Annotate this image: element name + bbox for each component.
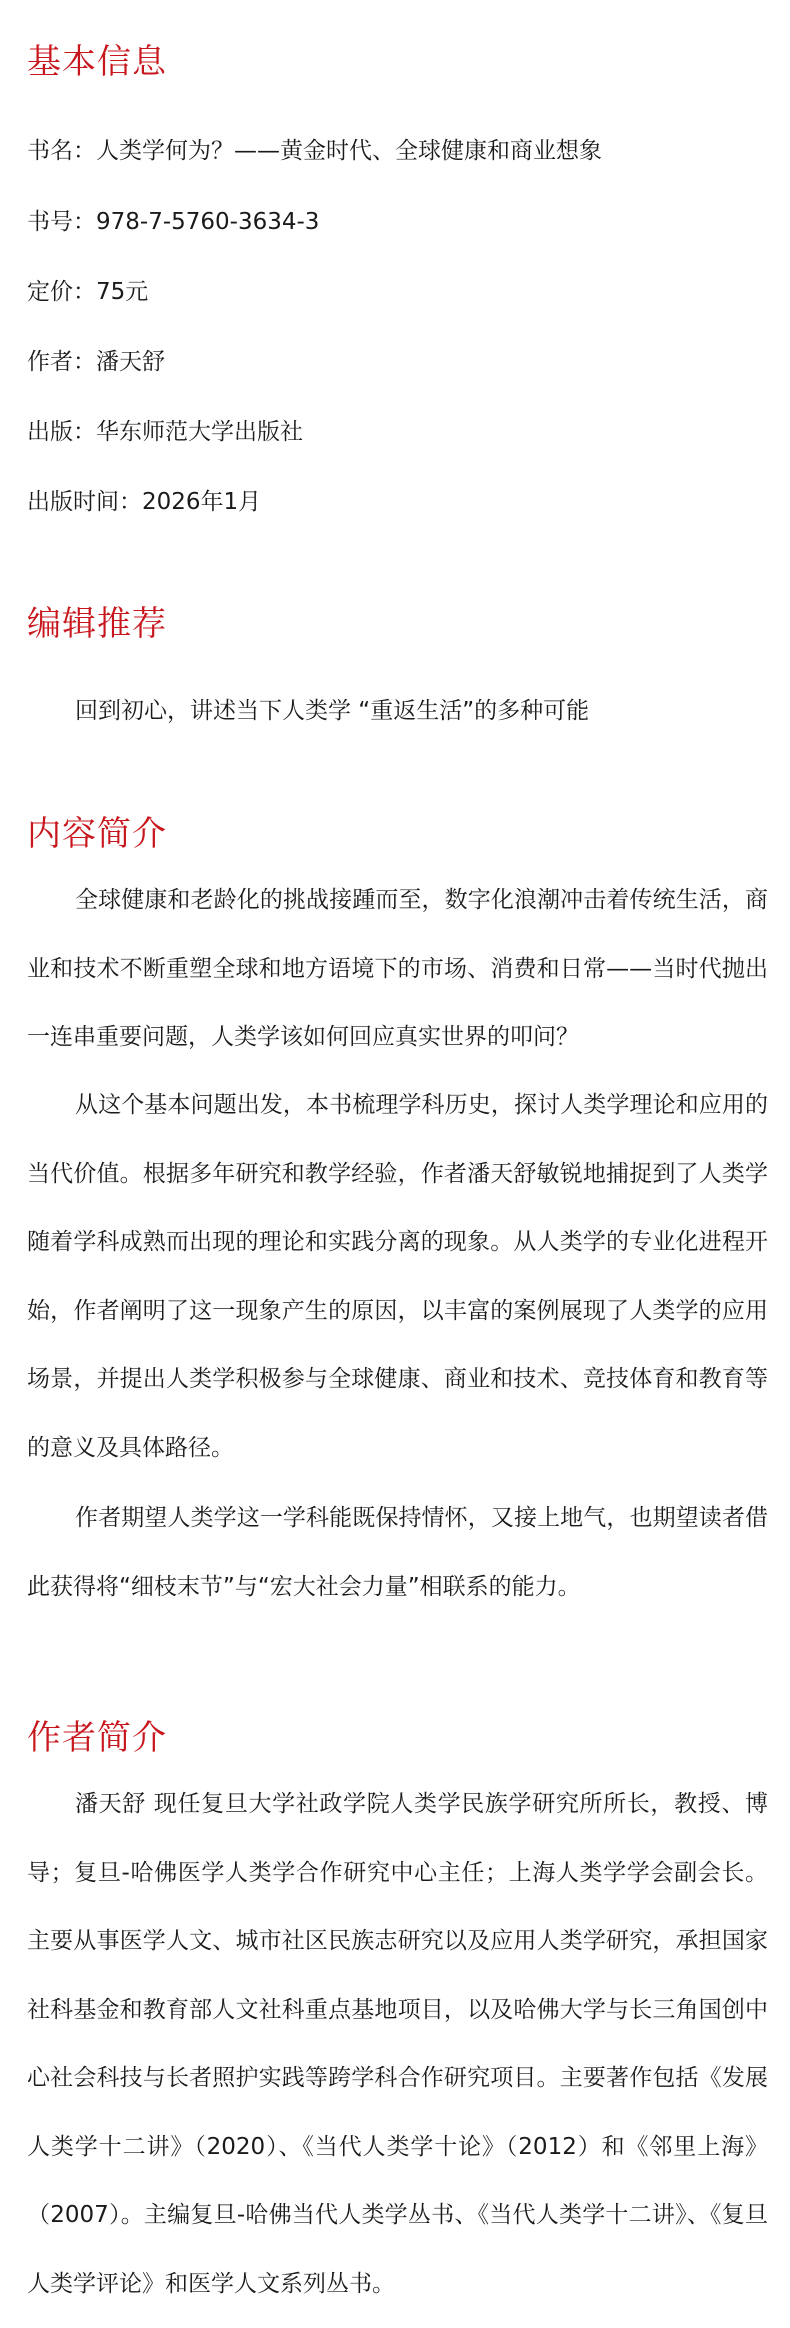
price-line: 定价：75元	[27, 279, 149, 305]
basic-info-heading: 基本信息	[27, 42, 167, 82]
editor-recommendation-heading: 编辑推荐	[27, 604, 167, 644]
summary-paragraph: 作者期望人类学这一学科能既保持情怀，又接上地气，也期望读者借此获得将“细枝末节”与“宏大社会力量”相联系的能力。	[27, 1505, 768, 1600]
publish-date-line: 出版时间：2026年1月	[27, 489, 262, 515]
author-intro-text: 潘天舒 现任复旦大学社政学院人类学民族学研究所所长，教授、博导；复旦-哈佛医学人类学合作研究中心主任；上海人类学学会副会长。主要从事医学人文、城市社区民族志研究以及应用人类学研究，承担国家社科基金和教育部人文社科重点基地项目，以及哈佛大学与长三角国创中心社会科技与长者照护实践等跨学科合作研究项目。主要著作包括《发展人类学十二讲》（2020）、《当代人类学十论》（2012）和《邻里上海》（2007）。主编复旦-哈佛当代人类学丛书、《当代人类学十二讲》、《复旦人类学评论》和医学人文系列丛书。	[27, 1791, 768, 2297]
summary-heading: 内容简介	[27, 814, 167, 854]
summary-paragraph: 全球健康和老龄化的挑战接踵而至，数字化浪潮冲击着传统生活，商业和技术不断重塑全球和地方语境下的市场、消费和日常——当时代抛出一连串重要问题，人类学该如何回应真实世界的叩问？	[27, 887, 768, 1050]
author-intro-heading: 作者简介	[27, 1718, 167, 1758]
book-title-line: 书名：人类学何为？——黄金时代、全球健康和商业想象	[27, 138, 602, 164]
editor-recommendation-text: 回到初心，讲述当下人类学 “重返生活”的多种可能	[75, 698, 590, 724]
author-line: 作者：潘天舒	[27, 349, 165, 375]
summary-paragraph: 从这个基本问题出发，本书梳理学科历史，探讨人类学理论和应用的当代价值。根据多年研究和教学经验，作者潘天舒敏锐地捕捉到了人类学随着学科成熟而出现的理论和实践分离的现象。从人类学的专业化进程开始，作者阐明了这一现象产生的原因，以丰富的案例展现了人类学的应用场景，并提出人类学积极参与全球健康、商业和技术、竞技体育和教育等的意义及具体路径。	[27, 1092, 768, 1461]
publisher-line: 出版：华东师范大学出版社	[27, 419, 303, 445]
isbn-line: 书号：978-7-5760-3634-3	[27, 209, 320, 235]
